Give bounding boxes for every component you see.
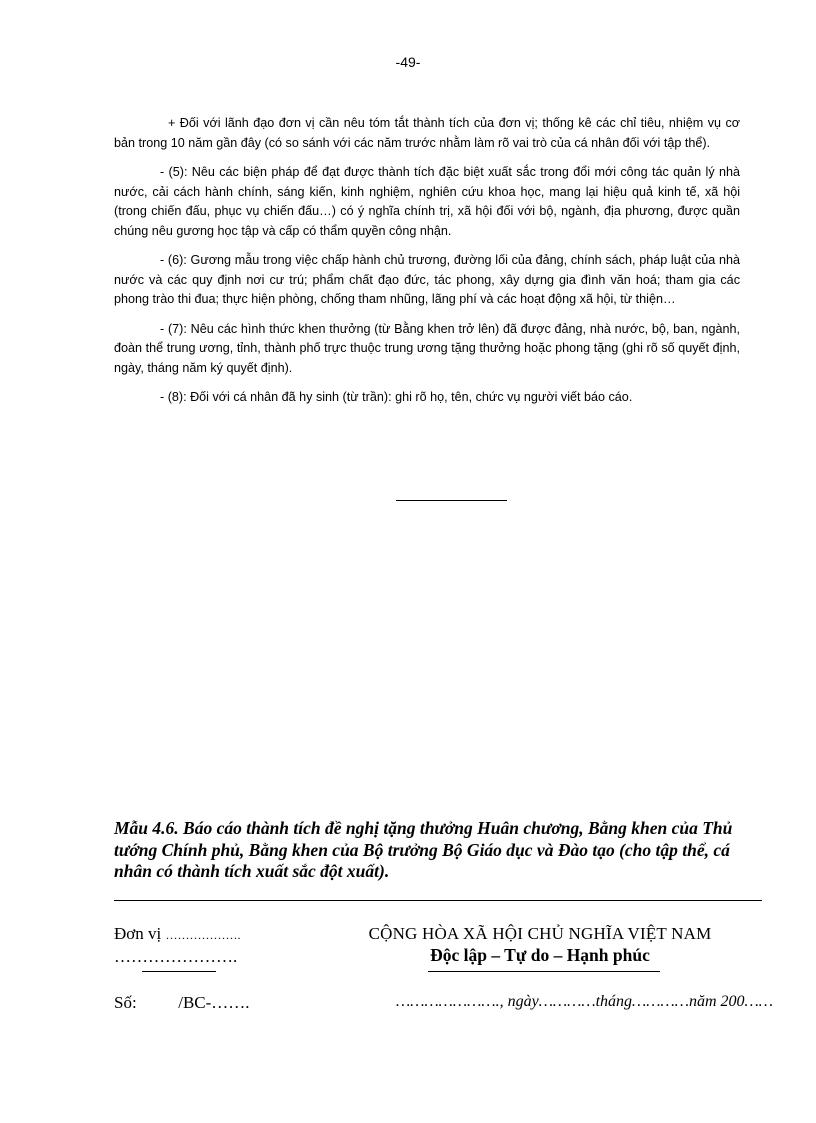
national-title: CỘNG HÒA XÃ HỘI CHỦ NGHĨA VIỆT NAM: [368, 924, 712, 943]
unit-dots-line: ………………….: [114, 947, 238, 966]
page-number: -49-: [395, 54, 421, 70]
paragraph-item-6: - (6): Gương mẫu trong việc chấp hành chủ trương, đường lối của đảng, chính sách, pháp luật của nhà nước và các quy định nơi cư trú; phẩm chất đạo đức, tác phong, xây dựng gia đình văn hoá; tham gia các phong trào thi đua; thực hiện phòng, chống tham nhũng, lãng phí và các hoạt động xã hội, từ thiện…: [114, 253, 740, 306]
paragraph-item-5: - (5): Nêu các biện pháp để đạt được thành tích đặc biệt xuất sắc trong đổi mới công tác quản lý nhà nước, cải cách hành chính, sáng kiến, kinh nghiệm, nghiên cứu khoa học, mang lại hiệu quả kinh tế, xã hội (trong chiến đấu, phục vụ chiến đấu…) có ý nghĩa chính trị, xã hội đối với bộ, ngành, địa phương, được quần chúng nêu gương học tập và cấp có thẩm quyền công nhận.: [114, 165, 740, 238]
unit-label: Đơn vị: [114, 924, 162, 943]
document-number-value: /BC-…….: [178, 993, 250, 1012]
section-divider: [396, 500, 507, 501]
national-motto: Độc lập – Tự do – Hạnh phúc: [430, 945, 650, 965]
document-number: [114, 993, 250, 1013]
unit-dots: ……………….: [165, 928, 241, 942]
instruction-text: [114, 114, 740, 418]
title-underline: [114, 900, 762, 901]
unit-field: [114, 924, 241, 944]
motto-underline: [428, 971, 660, 972]
paragraph-leader-note: + Đối với lãnh đạo đơn vị cần nêu tóm tắt thành tích của đơn vị; thống kê các chỉ tiêu, nhiệm vụ cơ bản trong 10 năm gần đây (có so sánh với các năm trước nhằm làm rõ vai trò của cá nhân đối với tập thể).: [114, 116, 740, 150]
date-line: …………………., ngày…………tháng…………năm 200……: [396, 993, 773, 1010]
paragraph-item-8: - (8): Đối với cá nhân đã hy sinh (từ trần): ghi rõ họ, tên, chức vụ người viết báo cáo.: [160, 390, 633, 404]
paragraph-item-7: - (7): Nêu các hình thức khen thưởng (từ Bằng khen trở lên) đã được đảng, nhà nước, bộ, ban, ngành, đoàn thể trung ương, tỉnh, thành phố trực thuộc trung ương tặng thưởng hoặc phong tặng (ghi rõ số quyết định, ngày, tháng năm ký quyết định).: [114, 321, 740, 375]
unit-underline: [142, 971, 216, 972]
form-title: Mẫu 4.6. Báo cáo thành tích đề nghị tặng thưởng Huân chương, Bằng khen của Thủ tướng Chính phủ, Bằng khen của Bộ trưởng Bộ Giáo dục và Đào tạo (cho tập thể, cá nhân có thành tích xuất sắc đột xuất).: [114, 818, 733, 881]
document-number-label: Số:: [114, 993, 137, 1012]
